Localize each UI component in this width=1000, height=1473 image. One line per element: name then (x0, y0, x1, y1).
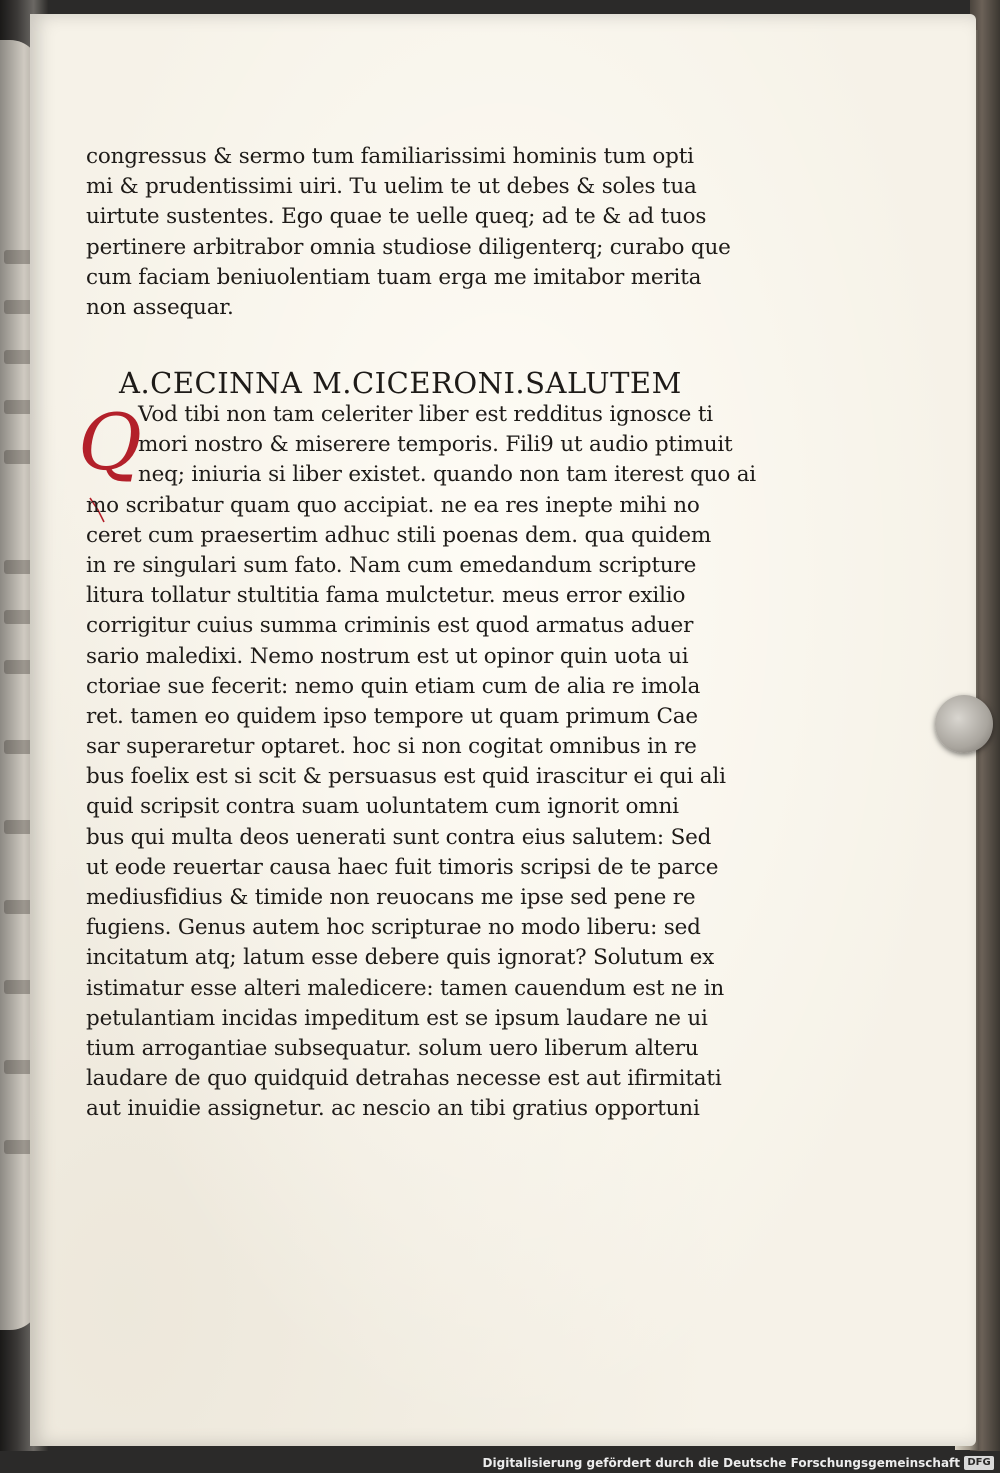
text-line: petulantiam incidas impeditum est se ipsum laudare ne ui (86, 1005, 708, 1031)
text-line: ret. tamen eo quidem ipso tempore ut quam primum Cae (86, 703, 698, 729)
text-line: ctoriae sue fecerit: nemo quin etiam cum de alia re imola (86, 673, 701, 699)
text-line: fugiens. Genus autem hoc scripturae no modo liberu: sed (86, 915, 701, 941)
text-line: in re singulari sum fato. Nam cum emedandum scripture (86, 552, 697, 578)
rubricated-initial: Q (78, 398, 142, 488)
text-line: sario maledixi. Nemo nostrum est ut opinor quin uota ui (86, 643, 689, 669)
text-line: congressus & sermo tum familiarissimi hominis tum opti (86, 144, 694, 169)
text-line: istimatur esse alteri maledicere: tamen cauendum est ne in (86, 975, 725, 1001)
letter-body (86, 400, 756, 1125)
text-line: tium arrogantiae subsequatur. solum uero liberum alteru (86, 1035, 699, 1061)
text-line: pertinere arbitrabor omnia studiose diligenterq; curabo que (86, 234, 731, 260)
top-paragraph (86, 142, 731, 323)
text-line: aut inuidie assignetur. ac nescio an tibi gratius opportuni (86, 1096, 700, 1122)
letter-heading: A.CECINNA M.CICERONI.SALUTEM (119, 366, 682, 400)
text-line: quid scripsit contra suam uoluntatem cum ignorit omni (86, 794, 679, 820)
text-line: cum faciam beniuolentiam tuam erga me imitabor merita (86, 264, 702, 290)
text-line: bus qui multa deos uenerati sunt contra eius salutem: Sed (86, 824, 712, 850)
text-line: Vod tibi non tam celeriter liber est redditus ignosce ti (138, 402, 713, 427)
text-line: non assequar. (86, 294, 234, 320)
page-clip (935, 695, 993, 753)
text-line: incitatum atq; latum esse debere quis ignorat? Solutum ex (86, 945, 715, 971)
text-line: ceret cum praesertim adhuc stili poenas dem. qua quidem (86, 522, 712, 548)
text-line: corrigitur cuius summa criminis est quod armatus aduer (86, 613, 694, 639)
text-line: mi & prudentissimi uiri. Tu uelim te ut debes & soles tua (86, 174, 697, 200)
dfg-logo: DFG (964, 1456, 994, 1470)
text-line: bus foelix est si scit & persuasus est quid irascitur ei qui ali (86, 764, 726, 790)
text-line: neq; iniuria si liber existet. quando non tam iterest quo ai (138, 462, 756, 488)
funding-notice: Digitalisierung gefördert durch die Deutsche Forschungsgemeinschaft (482, 1456, 960, 1470)
text-line: laudare de quo quidquid detrahas necesse est aut ifirmitati (86, 1066, 722, 1092)
text-line: mori nostro & miserere temporis. Fili9 ut audio ptimuit (138, 432, 733, 458)
text-line: uirtute sustentes. Ego quae te uelle queq; ad te & ad tuos (86, 204, 707, 230)
text-line: mo scribatur quam quo accipiat. ne ea res inepte mihi no (86, 492, 700, 518)
text-line: ut eode reuertar causa haec fuit timoris scripsi de te parce (86, 854, 719, 880)
text-line: sar superaretur optaret. hoc si non cogitat omnibus in re (86, 734, 697, 760)
footer-bar (0, 1451, 1000, 1473)
text-line: litura tollatur stultitia fama mulctetur. meus error exilio (86, 583, 686, 609)
text-line: mediusfidius & timide non reuocans me ipse sed pene re (86, 885, 696, 910)
